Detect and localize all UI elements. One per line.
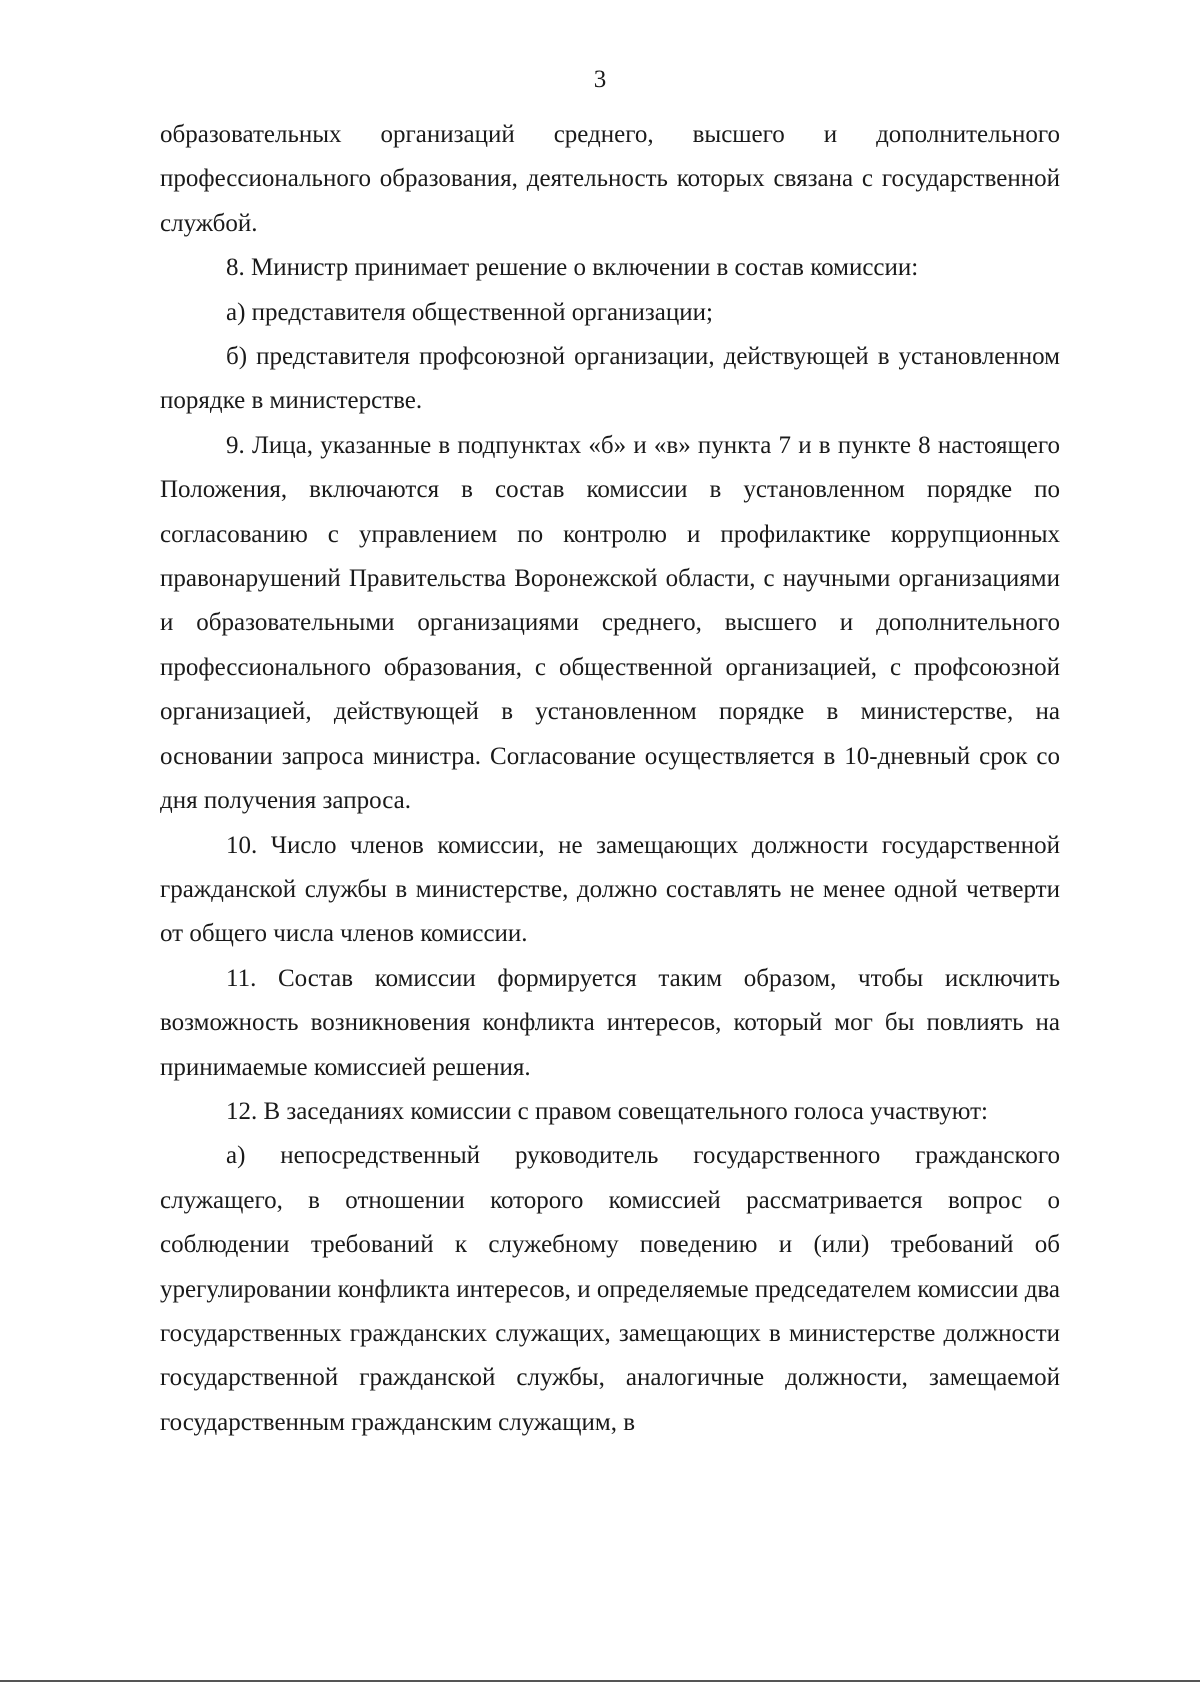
paragraph-continuation: образовательных организаций среднего, высшего и дополнительного профессионального образования, деятельность которых связана с государственной службой. (160, 121, 1060, 237)
paragraph-12: 12. В заседаниях комиссии с правом совещательного голоса участвуют: (226, 1097, 988, 1125)
paragraph-12a: а) непосредственный руководитель государственного гражданского служащего, в отношении которого комиссией рассматривается вопрос о соблюдении требований к служебному поведению и (или) требований об урегулировании конфликта интересов, и определяемые председателем комиссии два государственных гражданских служащих, замещающих в министерстве должности государственной гражданской службы, аналогичные должности, замещаемой государственным гражданским служащим, в (160, 1142, 1060, 1436)
document-body (160, 113, 1060, 1445)
scan-edge-line (0, 1680, 1200, 1682)
page-number: 3 (593, 66, 607, 93)
paragraph-9: 9. Лица, указанные в подпунктах «б» и «в» пункта 7 и в пункте 8 настоящего Положения, включаются в состав комиссии в установленном порядке по согласованию с управлением по контролю и профилактике коррупционных правонарушений Правительства Воронежской области, с научными организациями и образовательными организациями среднего, высшего и дополнительного профессионального образования, с общественной организацией, с профсоюзной организацией, действующей в установленном порядке в министерстве, на основании запроса министра. Согласование осуществляется в 10-дневный срок со дня получения запроса. (160, 431, 1060, 815)
paragraph-8: 8. Министр принимает решение о включении в состав комиссии: (226, 254, 919, 282)
paragraph-11: 11. Состав комиссии формируется таким образом, чтобы исключить возможность возникновения конфликта интересов, который мог бы повлиять на принимаемые комиссией решения. (160, 964, 1060, 1081)
paragraph-10: 10. Число членов комиссии, не замещающих должности государственной гражданской службы в министерстве, должно составлять не менее одной четверти от общего числа членов комиссии. (160, 831, 1060, 948)
paragraph-8b: б) представителя профсоюзной организации, действующей в установленном порядке в министерстве. (160, 343, 1060, 415)
paragraph-8a: а) представителя общественной организации; (226, 298, 713, 326)
